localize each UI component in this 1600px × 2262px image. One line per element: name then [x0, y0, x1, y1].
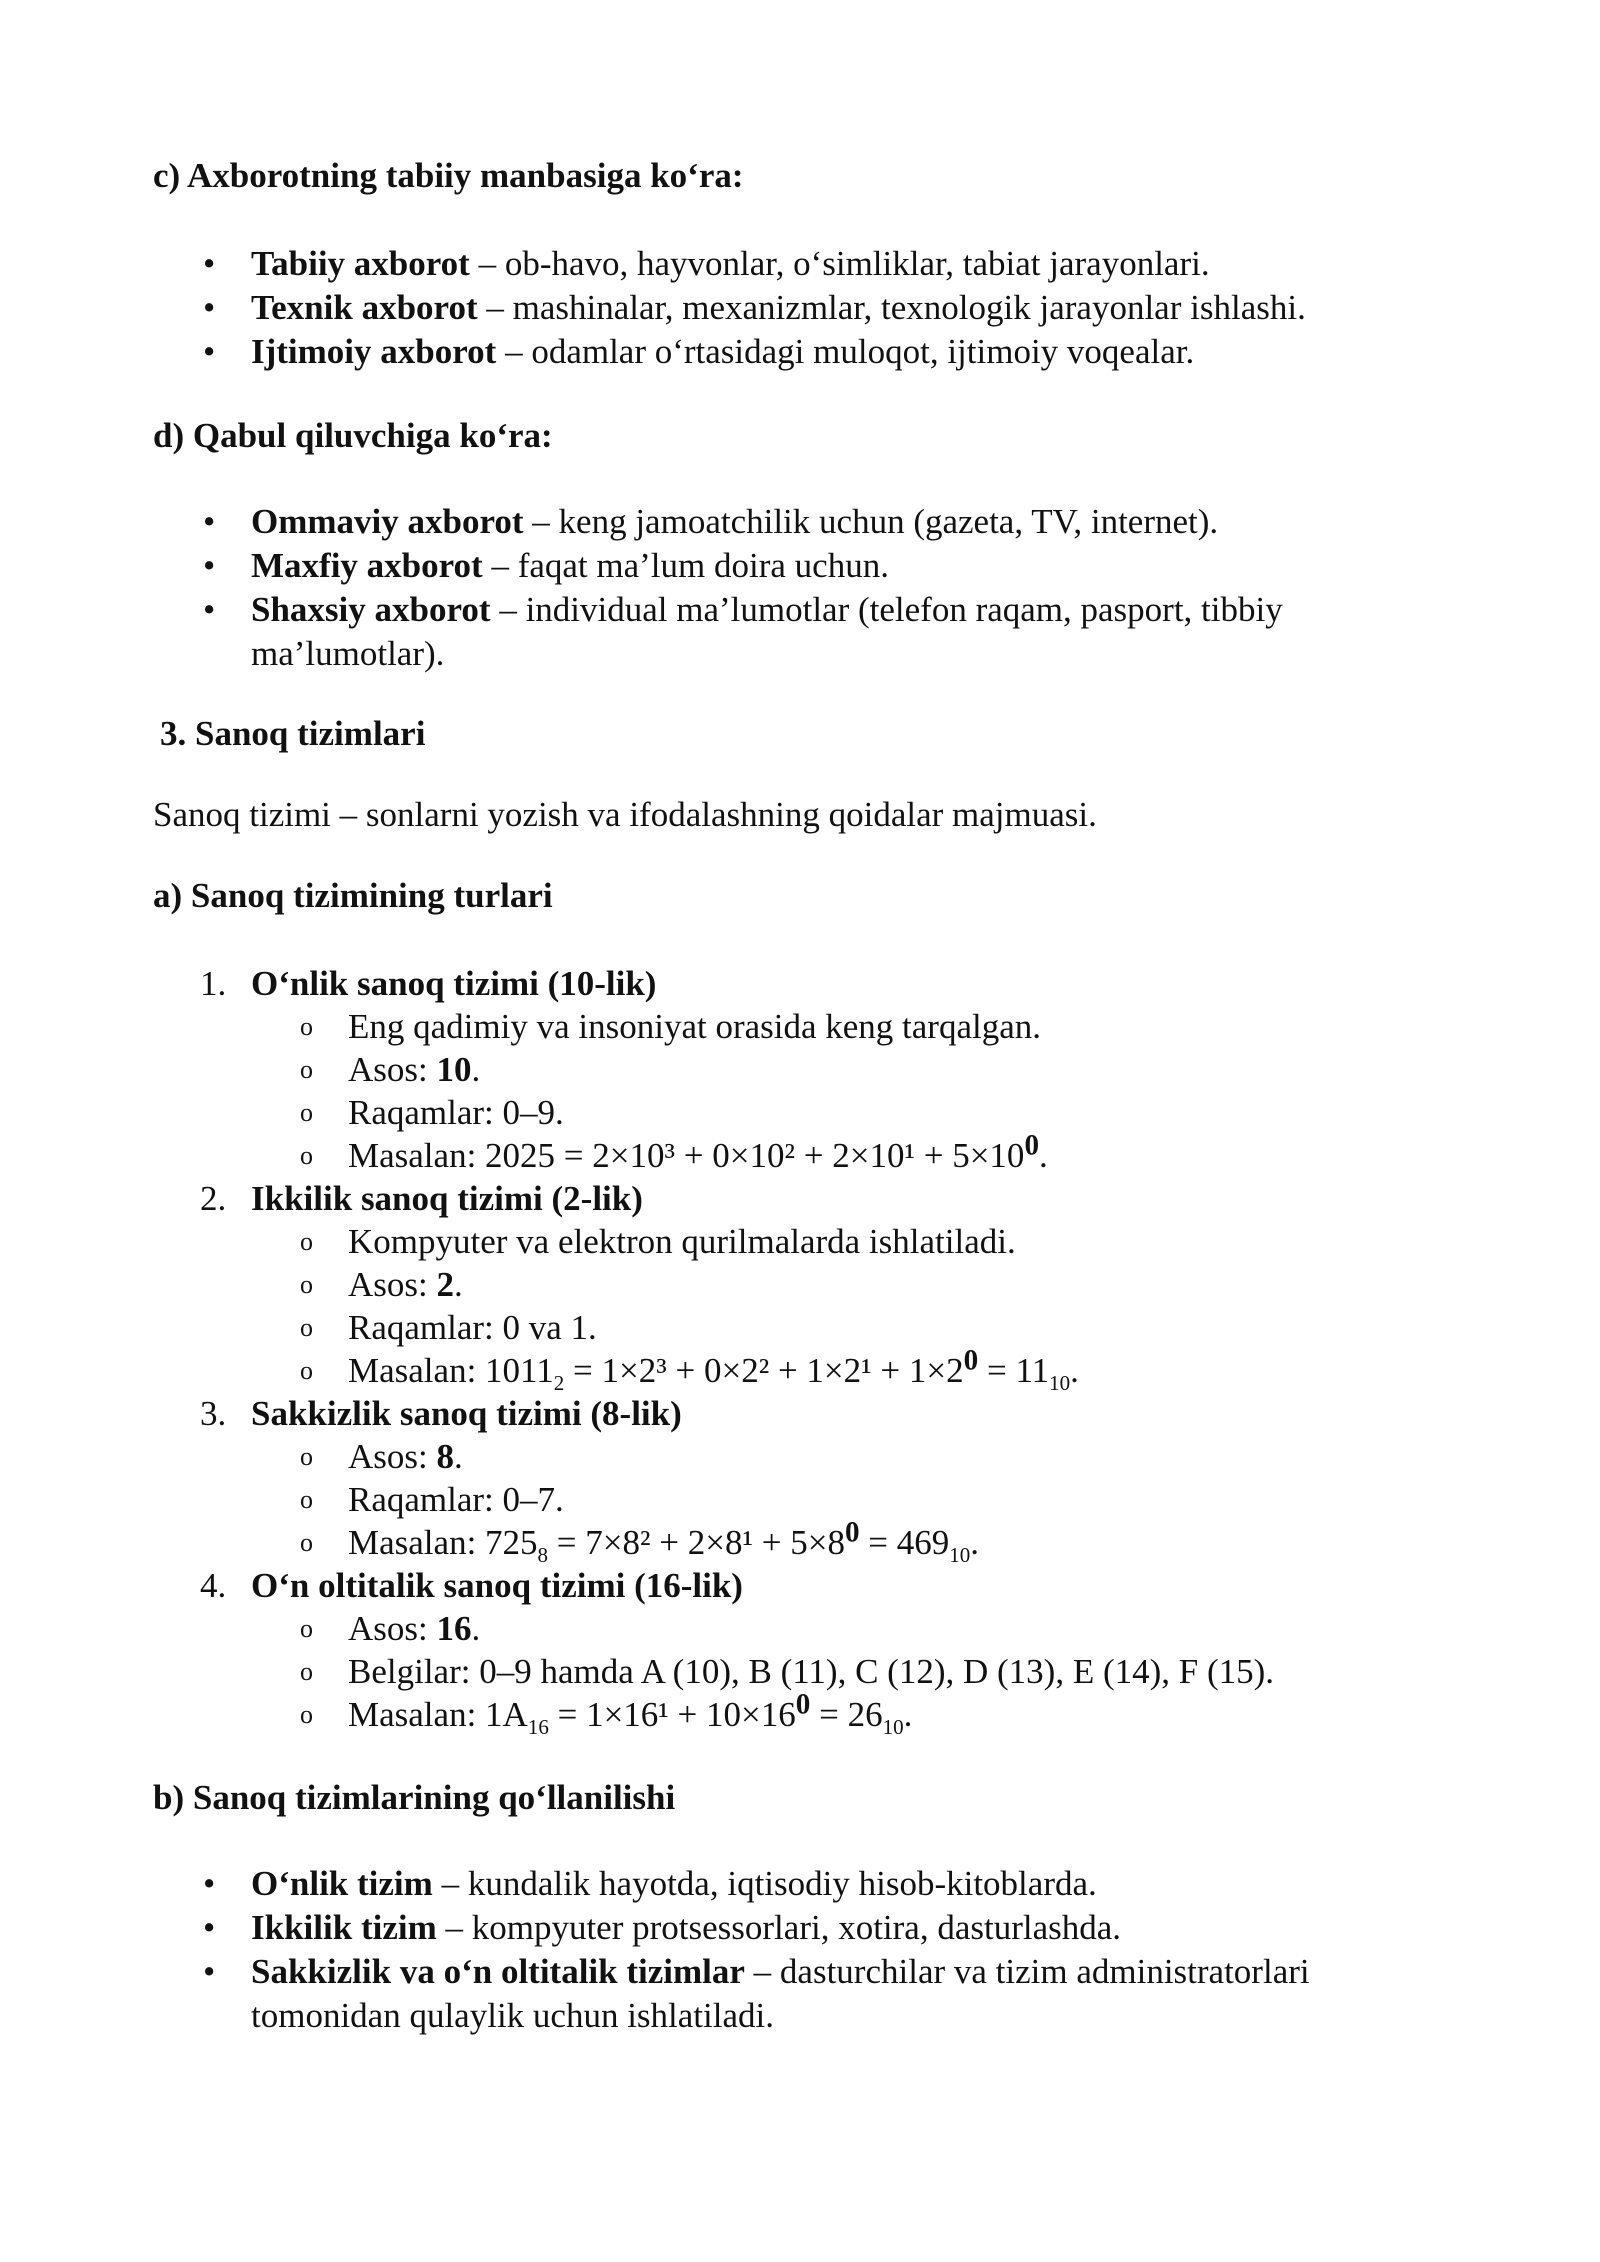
circle-bullet-icon: o [300, 1227, 313, 1256]
term: Sakkizlik va o‘n oltitalik tizimlar [251, 1952, 745, 1991]
list-item [0, 1862, 1431, 1906]
item-number: 1. [200, 964, 227, 1003]
heading-section-3: 3. Sanoq tizimlari [160, 714, 426, 753]
circle-bullet-icon: o [300, 1614, 313, 1643]
circle-bullet-icon: o [300, 1657, 313, 1686]
description: – faqat ma’lum doira uchun. [482, 546, 889, 585]
list-item [0, 242, 1431, 286]
circle-bullet-icon: o [300, 1485, 313, 1514]
sub-text: Asos: 10. [348, 1050, 481, 1089]
description: – individual ma’lumotlar (telefon raqam, pasport, tibbiy [490, 590, 1283, 629]
system-title: O‘n oltitalik sanoq tizimi (16-lik) [251, 1566, 743, 1605]
list-d [0, 500, 1600, 676]
circle-bullet-icon: o [300, 1270, 313, 1299]
bullet-icon: • [203, 502, 216, 541]
circle-bullet-icon: o [300, 1055, 313, 1084]
sub-text: Raqamlar: 0–7. [348, 1480, 564, 1519]
bullet-icon: • [203, 1952, 216, 1991]
example-formula: Masalan: $725_8 = 7\times 8^2 + 2\times 8^1 + 5\times 8^0 = 469_{10}$. [348, 1516, 980, 1567]
list-item [0, 1906, 1431, 1950]
circle-bullet-icon: o [300, 1313, 313, 1342]
section-3-intro: Sanoq tizimi – sonlarni yozish va ifodalashning qoidalar majmuasi. [153, 795, 1097, 834]
item-number: 2. [200, 1179, 227, 1218]
heading-a: a) Sanoq tizimining turlari [153, 876, 553, 915]
sub-text: Asos: 8. [348, 1437, 463, 1476]
description: – kundalik hayotda, iqtisodiy hisob-kitoblarda. [432, 1864, 1097, 1903]
list-item [0, 286, 1431, 330]
description-continued: ma’lumotlar). [251, 634, 445, 673]
example-formula: Masalan: $1011_2 = 1\times 2^3 + 0\times 2^2 + 1\times 2^1 + 1\times 2^0 = 11_{10}$. [348, 1344, 1079, 1395]
bullet-icon: • [203, 1864, 216, 1903]
bullet-icon: • [203, 1908, 216, 1947]
bullet-icon: • [203, 288, 216, 327]
bullet-icon: • [203, 244, 216, 283]
description: – ob-havo, hayvonlar, o‘simliklar, tabiat jarayonlari. [469, 244, 1210, 283]
item-number: 4. [200, 1566, 227, 1605]
circle-bullet-icon: o [300, 1442, 313, 1471]
circle-bullet-icon: o [300, 1356, 313, 1385]
bullet-icon: • [203, 546, 216, 585]
sub-text: Asos: 2. [348, 1265, 463, 1304]
heading-b: b) Sanoq tizimlarining qo‘llanilishi [153, 1778, 676, 1817]
circle-bullet-icon: o [300, 1528, 313, 1557]
term: Ommaviy axborot [251, 502, 524, 541]
circle-bullet-icon: o [300, 1141, 313, 1170]
item-number: 3. [200, 1394, 227, 1433]
list-item [0, 544, 1431, 588]
term: O‘nlik tizim [251, 1864, 433, 1903]
description: – mashinalar, mexanizmlar, texnologik jarayonlar ishlashi. [477, 288, 1306, 327]
term: Shaxsiy axborot [251, 590, 491, 629]
circle-bullet-icon: o [300, 1700, 313, 1729]
circle-bullet-icon: o [300, 1012, 313, 1041]
description: – dasturchilar va tizim administratorlari [744, 1952, 1310, 1991]
system-title: Sakkizlik sanoq tizimi (8-lik) [251, 1394, 682, 1433]
term: Ijtimoiy axborot [251, 332, 497, 371]
term: Texnik axborot [251, 288, 478, 327]
list-c [0, 242, 1600, 374]
circle-bullet-icon: o [300, 1098, 313, 1127]
list-item [0, 1950, 1431, 2038]
sub-text: Belgilar: 0–9 hamda A (10), B (11), C (12), D (13), E (14), F (15). [348, 1652, 1275, 1691]
heading-d: d) Qabul qiluvchiga ko‘ra: [153, 416, 553, 455]
system-title: O‘nlik sanoq tizimi (10-lik) [251, 964, 657, 1003]
bullet-icon: • [203, 332, 216, 371]
system-title: Ikkilik sanoq tizimi (2-lik) [251, 1179, 643, 1218]
example-formula: Masalan: $1A_{16} = 1\times 16^1 + 10\times 16^0 = 26_{10}$. [348, 1688, 913, 1739]
description: – kompyuter protsessorlari, xotira, dasturlashda. [436, 1908, 1122, 1947]
list-item [0, 500, 1431, 544]
list-b [0, 1862, 1600, 2038]
sub-text: Raqamlar: 0–9. [348, 1093, 564, 1132]
term: Tabiiy axborot [251, 244, 470, 283]
example-formula: Masalan: $2025 = 2\times 10^3 + 0\times 10^2 + 2\times 10^1 + 5\times 10^0$. [348, 1129, 1048, 1175]
description: – keng jamoatchilik uchun (gazeta, TV, internet). [523, 502, 1219, 541]
bullet-icon: • [203, 590, 216, 629]
list-item [0, 330, 1431, 374]
sub-text: Raqamlar: 0 va 1. [348, 1308, 597, 1347]
sub-text: Eng qadimiy va insoniyat orasida keng tarqalgan. [348, 1007, 1042, 1046]
description: – odamlar o‘rtasidagi muloqot, ijtimoiy voqealar. [496, 332, 1195, 371]
description-continued: tomonidan qulaylik uchun ishlatiladi. [251, 1996, 774, 2035]
heading-c: c) Axborotning tabiiy manbasiga ko‘ra: [153, 156, 744, 195]
sub-text: Kompyuter va elektron qurilmalarda ishlatiladi. [348, 1222, 1016, 1261]
term: Maxfiy axborot [251, 546, 483, 585]
term: Ikkilik tizim [251, 1908, 437, 1947]
sub-text: Asos: 16. [348, 1609, 481, 1648]
list-item [0, 588, 1431, 676]
